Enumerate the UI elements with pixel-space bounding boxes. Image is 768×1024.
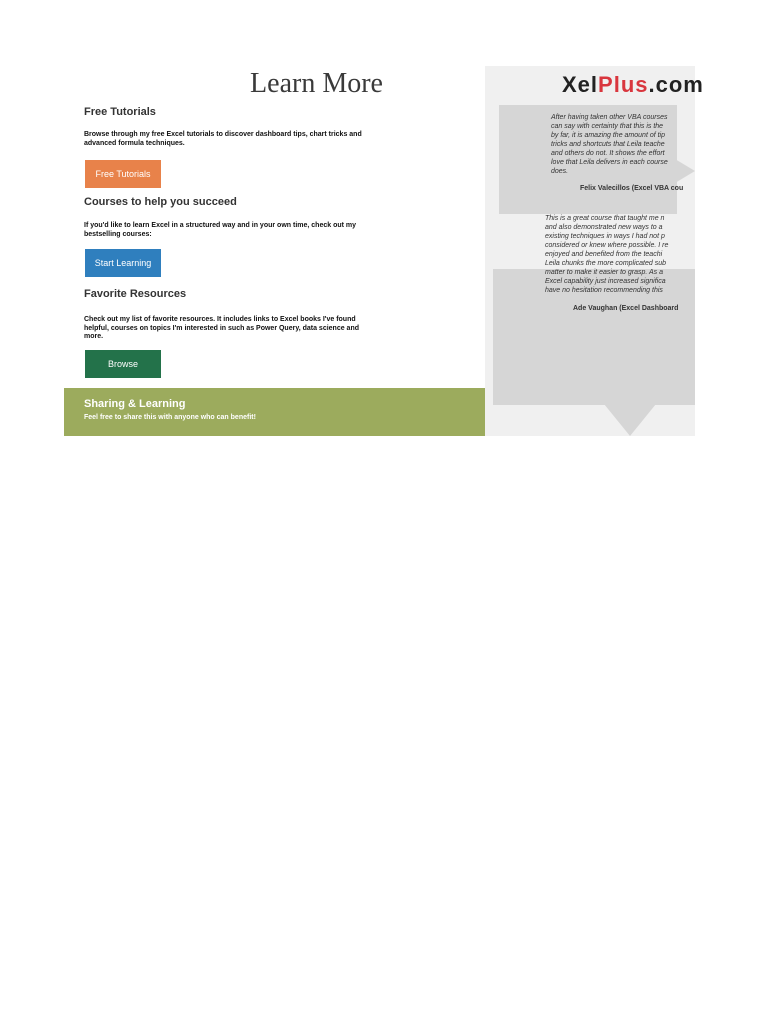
xelplus-logo: XelPlus.com (562, 72, 704, 97)
banner-title: Sharing & Learning (84, 398, 186, 410)
learn-more-page (64, 66, 704, 436)
section-text-resources: Check out my list of favorite resources. It includes links to Excel books I've found helpful, courses on topics I'm interested in such as Power Query, data science and more. (84, 316, 360, 340)
sharing-banner (64, 388, 485, 436)
section-heading-free-tutorials: Free Tutorials (84, 106, 156, 118)
left-panel (64, 66, 485, 388)
testimonial-author-1: Felix Valecillos (Excel VBA cou (580, 185, 684, 192)
free-tutorials-button[interactable]: Free Tutorials (85, 160, 161, 188)
section-text-courses: If you'd like to learn Excel in a structured way and in your own time, check out my bestselling courses: (84, 222, 357, 238)
testimonial-text-2: This is a great course that taught me n and also demonstrated new ways to a existing techniques in ways I had not p considered or knew where possible. I re enjoyed and benefited from the teachi Leila chunks the more complicated sub matter to make it easier to grasp. As a Excel capability just increased significa have no hesitation recommending this (545, 215, 669, 294)
section-heading-courses: Courses to help you succeed (84, 196, 237, 208)
testimonial-text-1: After having taken other VBA courses can say with certainty that this is the by far, it is amazing the amount of tip tricks and shortcuts that Leila teache and others do not. It shows the effort love that Leila delivers in each course does. (551, 114, 668, 175)
section-text-free-tutorials: Browse through my free Excel tutorials to discover dashboard tips, chart tricks and advanced formula techniques. (84, 131, 362, 147)
start-learning-button[interactable]: Start Learning (85, 249, 161, 277)
page-title: Learn More (250, 68, 383, 99)
section-heading-resources: Favorite Resources (84, 288, 187, 300)
quote-bubble-pointer (604, 404, 656, 436)
testimonials-panel (485, 66, 704, 436)
banner-subtitle: Feel free to share this with anyone who can benefit! (84, 414, 256, 421)
testimonial-author-2: Ade Vaughan (Excel Dashboard (573, 305, 679, 312)
browse-button[interactable]: Browse (85, 350, 161, 378)
quote-bubble-tail (670, 156, 695, 186)
